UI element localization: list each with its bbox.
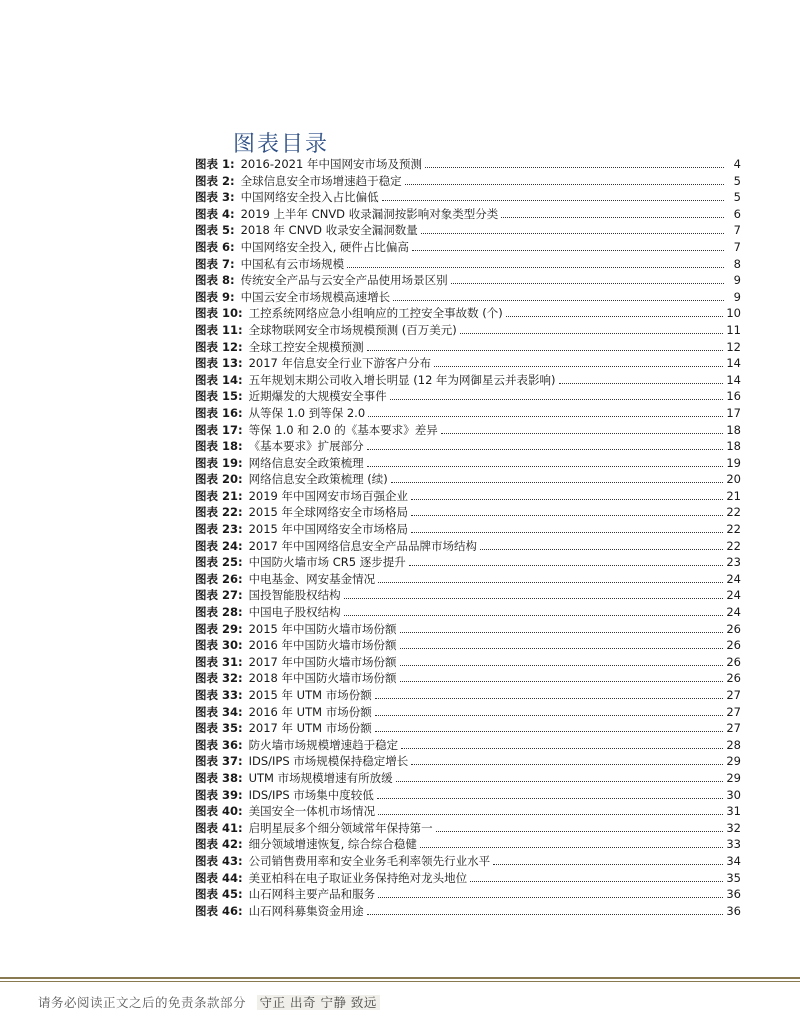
toc-entry-page: 24 bbox=[726, 605, 741, 620]
toc-entry-leader bbox=[378, 897, 723, 898]
toc-entry-text: 美国安全一体机市场情况 bbox=[248, 804, 376, 819]
toc-entry-label: 图表 26: bbox=[195, 571, 243, 586]
toc-entry-leader bbox=[375, 715, 724, 716]
toc-entry-label: 图表 10: bbox=[195, 306, 243, 321]
toc-entry[interactable] bbox=[195, 206, 741, 223]
toc-entry[interactable] bbox=[195, 272, 741, 289]
toc-entry-page: 8 bbox=[733, 256, 741, 271]
toc-entry-leader bbox=[400, 648, 724, 649]
toc-entry-leader bbox=[420, 847, 723, 848]
toc-entry-leader bbox=[405, 184, 724, 185]
toc-entry-label: 图表 45: bbox=[195, 887, 243, 902]
toc-entry-label: 图表 25: bbox=[195, 555, 243, 570]
toc-entry[interactable] bbox=[195, 637, 741, 654]
toc-entry-page: 32 bbox=[726, 820, 741, 835]
toc-entry-leader bbox=[425, 167, 724, 168]
footer-disclaimer: 请务必阅读正文之后的免责条款部分 bbox=[38, 995, 247, 1010]
toc-entry[interactable] bbox=[195, 471, 741, 488]
toc-entry-leader bbox=[367, 350, 724, 351]
footer-rule-thin bbox=[0, 981, 800, 982]
toc-entry-leader bbox=[412, 250, 724, 251]
toc-entry-page: 4 bbox=[733, 157, 741, 171]
toc-entry-label: 图表 28: bbox=[195, 605, 243, 620]
toc-entry-label: 图表 39: bbox=[195, 787, 243, 802]
toc-entry[interactable] bbox=[195, 438, 741, 455]
toc-entry-text: 中国防火墙市场 CR5 逐步提升 bbox=[248, 555, 406, 570]
toc-entry-text: 2018 年 CNVD 收录安全漏洞数量 bbox=[240, 223, 418, 238]
toc-entry-label: 图表 11: bbox=[195, 322, 243, 337]
toc-entry-text: 网络信息安全政策梳理 (续) bbox=[248, 472, 388, 487]
toc-entry-page: 23 bbox=[726, 555, 741, 570]
toc-entry[interactable] bbox=[195, 720, 741, 737]
toc-entry-text: 2015 年中国网络安全市场格局 bbox=[248, 522, 409, 537]
toc-entry-text: 网络信息安全政策梳理 bbox=[248, 455, 364, 470]
toc-entry-text: 中电基金、网安基金情况 bbox=[248, 571, 376, 586]
toc-entry-leader bbox=[391, 482, 724, 483]
toc-entry-leader bbox=[411, 764, 723, 765]
toc-entry-text: 启明星辰多个细分领域常年保持第一 bbox=[248, 820, 433, 835]
toc-entry-label: 图表 13: bbox=[195, 356, 243, 371]
toc-entry[interactable] bbox=[195, 770, 741, 787]
toc-entry-text: 全球信息安全市场增速趋于稳定 bbox=[240, 173, 402, 188]
toc-entry[interactable] bbox=[195, 704, 741, 721]
toc-entry-label: 图表 40: bbox=[195, 804, 243, 819]
toc-entry[interactable] bbox=[195, 305, 741, 322]
toc-entry-page: 14 bbox=[726, 372, 741, 387]
toc-entry-page: 20 bbox=[726, 472, 741, 487]
toc-entry-leader bbox=[378, 582, 723, 583]
toc-entry-leader bbox=[401, 748, 723, 749]
toc-entry-page: 9 bbox=[733, 273, 741, 288]
toc-entry-page: 33 bbox=[726, 837, 741, 852]
toc-entry-leader bbox=[436, 831, 724, 832]
toc-entry-page: 16 bbox=[726, 389, 741, 404]
toc-entry-page: 29 bbox=[726, 770, 741, 785]
toc-entry-text: 中国私有云市场规模 bbox=[240, 256, 345, 271]
toc-entry-leader bbox=[347, 267, 724, 268]
toc-entry-leader bbox=[375, 698, 724, 699]
toc-entry-text: 中国网络安全投入, 硬件占比偏高 bbox=[240, 239, 409, 254]
toc-entry[interactable] bbox=[195, 504, 741, 521]
toc-entry[interactable] bbox=[195, 554, 741, 571]
footer-rule bbox=[0, 977, 800, 979]
toc-entry-leader bbox=[409, 565, 724, 566]
toc-entry-leader bbox=[411, 515, 723, 516]
toc-entry-label: 图表 38: bbox=[195, 770, 243, 785]
toc-entry-text: 等保 1.0 和 2.0 的《基本要求》差异 bbox=[248, 422, 438, 437]
toc-entry-label: 图表 19: bbox=[195, 455, 243, 470]
toc-entry[interactable] bbox=[195, 173, 741, 190]
toc-entry[interactable] bbox=[195, 654, 741, 671]
toc-entry-label: 图表 4: bbox=[195, 206, 235, 221]
toc-entry-leader bbox=[367, 466, 724, 467]
toc-entry-page: 31 bbox=[726, 804, 741, 819]
toc-entry-label: 图表 16: bbox=[195, 405, 243, 420]
toc-entry-page: 26 bbox=[726, 654, 741, 669]
toc-entry-page: 22 bbox=[726, 538, 741, 553]
toc-entry-label: 图表 1: bbox=[195, 157, 235, 171]
toc-entry-text: 2018 年中国防火墙市场份额 bbox=[248, 671, 397, 686]
toc-entry-label: 图表 2: bbox=[195, 173, 235, 188]
toc-entry-text: 山石网科主要产品和服务 bbox=[248, 887, 376, 902]
toc-entry-label: 图表 3: bbox=[195, 190, 235, 205]
toc-entry-label: 图表 42: bbox=[195, 837, 243, 852]
toc-entry-leader bbox=[434, 366, 723, 367]
toc-entry-leader bbox=[382, 200, 724, 201]
toc-entry-leader bbox=[368, 416, 723, 417]
toc-entry-page: 36 bbox=[726, 887, 741, 902]
toc-entry-leader bbox=[470, 881, 723, 882]
toc-entry[interactable] bbox=[195, 820, 741, 837]
toc-entry-leader bbox=[393, 300, 724, 301]
toc-entry-leader bbox=[377, 798, 724, 799]
toc-entry[interactable] bbox=[195, 189, 741, 206]
toc-entry-page: 29 bbox=[726, 754, 741, 769]
toc-entry-page: 14 bbox=[726, 356, 741, 371]
toc-entry-page: 26 bbox=[726, 638, 741, 653]
toc-entry-text: 2016-2021 年中国网安市场及预测 bbox=[240, 157, 422, 171]
toc-entry-leader bbox=[506, 316, 724, 317]
toc-entry-leader bbox=[390, 399, 724, 400]
toc-entry-page: 36 bbox=[726, 903, 741, 918]
toc-entry-page: 27 bbox=[726, 688, 741, 702]
footer bbox=[38, 993, 380, 1011]
toc-entry-text: 2017 年信息安全行业下游客户分布 bbox=[248, 356, 432, 371]
toc-entry-leader bbox=[400, 681, 724, 682]
toc-entry-label: 图表 35: bbox=[195, 721, 243, 736]
toc-entry-label: 图表 8: bbox=[195, 273, 235, 288]
toc-entry-page: 17 bbox=[726, 405, 741, 420]
toc-entry-leader bbox=[375, 731, 724, 732]
toc-entry-page: 24 bbox=[726, 588, 741, 603]
toc-entry-page: 34 bbox=[726, 853, 741, 868]
toc-entry-leader bbox=[400, 632, 724, 633]
toc-entry-label: 图表 21: bbox=[195, 488, 243, 503]
toc-entry[interactable] bbox=[195, 455, 741, 472]
toc-entry-label: 图表 43: bbox=[195, 853, 243, 868]
toc-entry-text: IDS/IPS 市场规模保持稳定增长 bbox=[248, 754, 409, 769]
toc-entry[interactable] bbox=[195, 339, 741, 356]
toc-entry-text: 2016 年 UTM 市场份额 bbox=[248, 704, 372, 719]
toc-entry-label: 图表 5: bbox=[195, 223, 235, 238]
toc-entry[interactable] bbox=[195, 853, 741, 870]
toc-entry-leader bbox=[344, 598, 724, 599]
toc-entry[interactable] bbox=[195, 737, 741, 754]
toc-entry[interactable] bbox=[195, 156, 741, 173]
toc-entry[interactable] bbox=[195, 222, 741, 239]
toc-entry-label: 图表 23: bbox=[195, 522, 243, 537]
toc-entry-label: 图表 20: bbox=[195, 472, 243, 487]
toc-entry-label: 图表 33: bbox=[195, 688, 243, 702]
toc-entry-leader bbox=[501, 217, 724, 218]
toc-entry-text: 中国网络安全投入占比偏低 bbox=[240, 190, 379, 205]
toc-entry-text: 国投智能股权结构 bbox=[248, 588, 341, 603]
toc-entry-leader bbox=[344, 615, 724, 616]
toc-entry[interactable] bbox=[195, 322, 741, 339]
toc-entry-page: 5 bbox=[733, 173, 741, 188]
toc-entry-label: 图表 29: bbox=[195, 621, 243, 636]
toc-entry-page: 6 bbox=[733, 206, 741, 221]
toc-entry-text: 2019 上半年 CNVD 收录漏洞按影响对象类型分类 bbox=[240, 206, 499, 221]
toc-entry-label: 图表 9: bbox=[195, 289, 235, 304]
toc-entry-leader bbox=[411, 532, 723, 533]
toc-entry-text: 2015 年 UTM 市场份额 bbox=[248, 688, 372, 702]
toc-entry-leader bbox=[378, 814, 723, 815]
toc-entry[interactable] bbox=[195, 256, 741, 273]
toc-entry-page: 28 bbox=[726, 737, 741, 752]
toc-entry-label: 图表 44: bbox=[195, 870, 243, 885]
toc-entry-text: 从等保 1.0 到等保 2.0 bbox=[248, 405, 366, 420]
toc-entry[interactable] bbox=[195, 870, 741, 887]
toc-entry[interactable] bbox=[195, 803, 741, 820]
toc-entry-text: 传统安全产品与云安全产品使用场景区别 bbox=[240, 273, 448, 288]
toc-entry[interactable] bbox=[195, 488, 741, 505]
toc-entry[interactable] bbox=[195, 836, 741, 853]
toc-entry-leader bbox=[480, 549, 723, 550]
toc-entry-label: 图表 32: bbox=[195, 671, 243, 686]
toc-entry-label: 图表 7: bbox=[195, 256, 235, 271]
toc-entry[interactable] bbox=[195, 571, 741, 588]
toc-entry[interactable] bbox=[195, 687, 741, 704]
toc-entry-label: 图表 31: bbox=[195, 654, 243, 669]
toc-entry-label: 图表 6: bbox=[195, 239, 235, 254]
toc-entry[interactable] bbox=[195, 405, 741, 422]
toc-entry-text: 公司销售费用率和安全业务毛利率领先行业水平 bbox=[248, 853, 491, 868]
toc-entry[interactable] bbox=[195, 787, 741, 804]
toc-entry[interactable] bbox=[195, 538, 741, 555]
toc-entry-label: 图表 36: bbox=[195, 737, 243, 752]
toc-entry-label: 图表 41: bbox=[195, 820, 243, 835]
toc-entry[interactable] bbox=[195, 388, 741, 405]
toc-entry[interactable] bbox=[195, 604, 741, 621]
toc-entry-leader bbox=[396, 781, 724, 782]
toc-entry-text: 2017 年 UTM 市场份额 bbox=[248, 721, 372, 736]
toc-entry[interactable] bbox=[195, 587, 741, 604]
toc-entry-page: 26 bbox=[726, 671, 741, 686]
toc-entry-leader bbox=[411, 499, 723, 500]
toc-entry-text: 全球物联网安全市场规模预测 (百万美元) bbox=[248, 322, 457, 337]
toc-entry-text: 防火墙市场规模增速趋于稳定 bbox=[248, 737, 399, 752]
toc-entry-text: 《基本要求》扩展部分 bbox=[248, 439, 364, 454]
toc-entry-leader bbox=[460, 333, 724, 334]
toc-entry[interactable] bbox=[195, 422, 741, 439]
toc-entry-text: 美亚柏科在电子取证业务保持绝对龙头地位 bbox=[248, 870, 468, 885]
toc-entry-page: 21 bbox=[726, 488, 741, 503]
toc-entry-text: 中国云安全市场规模高速增长 bbox=[240, 289, 391, 304]
toc-entry-text: 2017 年中国防火墙市场份额 bbox=[248, 654, 397, 669]
toc-entry-text: 2015 年全球网络安全市场格局 bbox=[248, 505, 409, 520]
toc-entry-page: 12 bbox=[726, 339, 741, 354]
toc-entry-page: 18 bbox=[726, 422, 741, 437]
toc-entry-label: 图表 18: bbox=[195, 439, 243, 454]
toc-entry-text: UTM 市场规模增速有所放缓 bbox=[248, 770, 393, 785]
toc-entry-leader bbox=[441, 433, 724, 434]
toc-title: 图表目录 bbox=[233, 132, 330, 157]
toc-entry-text: 山石网科募集资金用途 bbox=[248, 903, 364, 918]
toc-entry[interactable] bbox=[195, 372, 741, 389]
toc-entry-text: 工控系统网络应急小组响应的工控安全事故数 (个) bbox=[248, 306, 503, 321]
toc-entry-text: 细分领域增速恢复, 综合综合稳健 bbox=[248, 837, 417, 852]
toc-entry[interactable] bbox=[195, 521, 741, 538]
toc-entry-leader bbox=[367, 449, 724, 450]
toc-entry[interactable] bbox=[195, 886, 741, 903]
toc-entry-page: 24 bbox=[726, 571, 741, 586]
toc-entry-page: 27 bbox=[726, 721, 741, 736]
toc-entry[interactable] bbox=[195, 621, 741, 638]
toc-entry-page: 7 bbox=[733, 223, 741, 238]
toc-entry[interactable] bbox=[195, 355, 741, 372]
footer-motto: 守正 出奇 宁静 致远 bbox=[257, 995, 380, 1010]
toc-entry-page: 7 bbox=[733, 239, 741, 254]
toc-entry-leader bbox=[451, 283, 724, 284]
toc-entry-leader bbox=[421, 233, 724, 234]
toc-entry[interactable] bbox=[195, 289, 741, 306]
toc-entry-label: 图表 15: bbox=[195, 389, 243, 404]
toc-entry-leader bbox=[367, 914, 724, 915]
toc-entry-label: 图表 34: bbox=[195, 704, 243, 719]
toc-entry[interactable] bbox=[195, 239, 741, 256]
toc-entry-text: 2015 年中国防火墙市场份额 bbox=[248, 621, 397, 636]
toc-entry-label: 图表 14: bbox=[195, 372, 243, 387]
toc-entry-label: 图表 22: bbox=[195, 505, 243, 520]
toc-entry-page: 11 bbox=[726, 322, 741, 337]
toc-entry-page: 30 bbox=[726, 787, 741, 802]
toc-list bbox=[195, 156, 741, 919]
toc-entry-text: 2017 年中国网络信息安全产品品牌市场结构 bbox=[248, 538, 478, 553]
toc-entry[interactable] bbox=[195, 670, 741, 687]
toc-entry-leader bbox=[493, 864, 723, 865]
toc-entry-label: 图表 37: bbox=[195, 754, 243, 769]
toc-entry-label: 图表 46: bbox=[195, 903, 243, 918]
toc-entry-page: 26 bbox=[726, 621, 741, 636]
toc-entry-label: 图表 30: bbox=[195, 638, 243, 653]
toc-entry[interactable] bbox=[195, 903, 741, 920]
toc-entry-page: 22 bbox=[726, 522, 741, 537]
toc-entry-text: 五年规划末期公司收入增长明显 (12 年为网御星云并表影响) bbox=[248, 372, 556, 387]
toc-entry-page: 27 bbox=[726, 704, 741, 719]
toc-entry-leader bbox=[400, 665, 724, 666]
toc-entry-leader bbox=[559, 383, 724, 384]
toc-entry-page: 10 bbox=[726, 306, 741, 321]
toc-entry-text: IDS/IPS 市场集中度较低 bbox=[248, 787, 374, 802]
toc-entry-text: 2016 年中国防火墙市场份额 bbox=[248, 638, 397, 653]
toc-entry-label: 图表 24: bbox=[195, 538, 243, 553]
toc-entry-text: 2019 年中国网安市场百强企业 bbox=[248, 488, 409, 503]
toc-entry-text: 全球工控安全规模预测 bbox=[248, 339, 364, 354]
toc-entry-label: 图表 17: bbox=[195, 422, 243, 437]
toc-entry-page: 35 bbox=[726, 870, 741, 885]
toc-entry-page: 9 bbox=[733, 289, 741, 304]
toc-entry-text: 近期爆发的大规模安全事件 bbox=[248, 389, 387, 404]
toc-entry[interactable] bbox=[195, 753, 741, 770]
toc-entry-label: 图表 12: bbox=[195, 339, 243, 354]
toc-entry-page: 22 bbox=[726, 505, 741, 520]
toc-entry-label: 图表 27: bbox=[195, 588, 243, 603]
toc-entry-text: 中国电子股权结构 bbox=[248, 605, 341, 620]
toc-entry-page: 18 bbox=[726, 439, 741, 454]
toc-entry-page: 5 bbox=[733, 190, 741, 205]
toc-entry-page: 19 bbox=[726, 455, 741, 470]
